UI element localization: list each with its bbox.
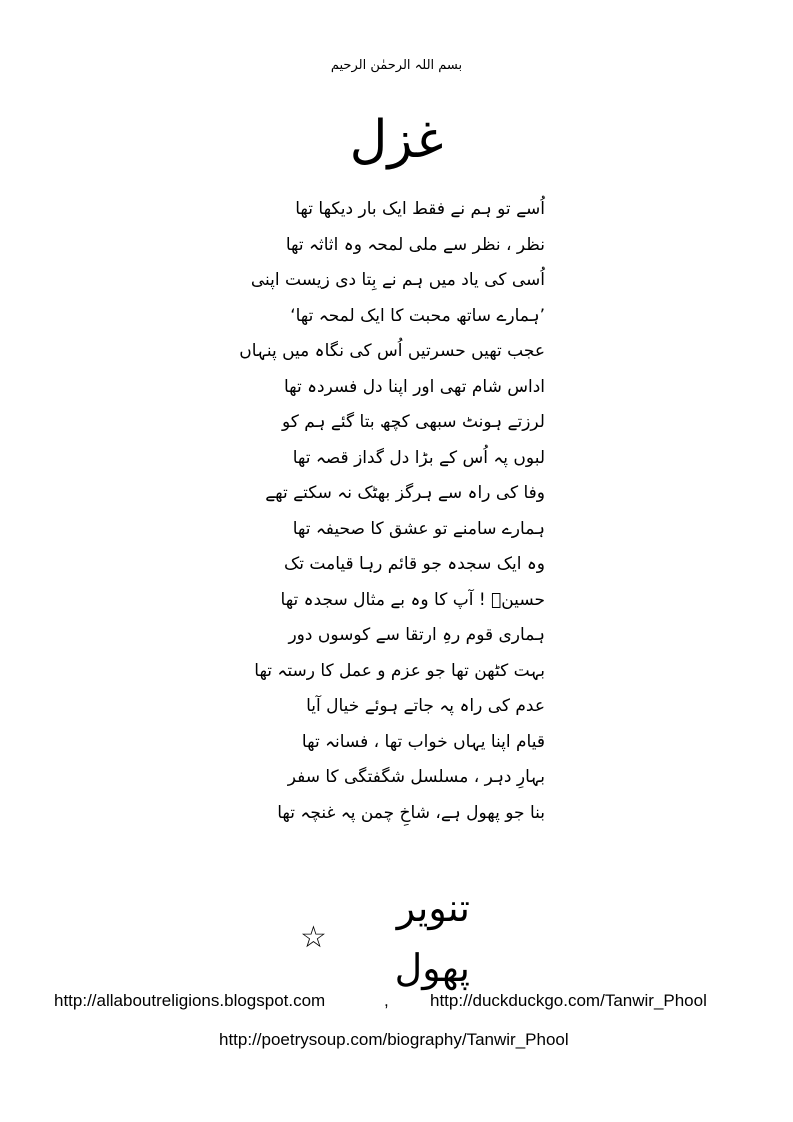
poem-line: اُسی کی یاد میں ہم نے بِتا دی زیست اپنی [250,270,545,290]
blog-link[interactable]: http://allaboutreligions.blogspot.com [54,991,326,1010]
poem-line: بہارِ دہر ، مسلسل شگفتگی کا سفر [287,767,545,787]
signature-name: تنویر پھول [394,886,470,990]
link-separator: , [384,991,389,1010]
poem-line: اداس شام تھی اور اپنا دل فسردہ تھا [283,376,545,397]
duckduckgo-link[interactable]: http://duckduckgo.com/Tanwir_Phool [430,991,707,1010]
poem-line: وفا کی راہ سے ہرگز بھٹک نہ سکتے تھے [265,483,545,503]
poem-line: نظر ، نظر سے ملی لمحہ وہ اثاثہ تھا [285,234,545,255]
star-icon: ☆ [300,920,327,955]
bismillah-heading: بسم اللہ الرحمٰن الرحیم [330,58,463,73]
poem-line: ہمارے سامنے تو عشق کا صحیفہ تھا [292,518,545,539]
poem-line: بہت کٹھن تھا جو عزم و عمل کا رستہ تھا [254,660,545,681]
poem-line: بنا جو پھول ہے، شاخِ چمن پہ غنچہ تھا [277,802,545,823]
poem-line: وہ ایک سجدہ جو قائم رہا قیامت تک [284,554,545,574]
page-title: غزل [349,110,444,170]
poetrysoup-link[interactable]: http://poetrysoup.com/biography/Tanwir_Phool [219,1030,569,1049]
poem-line: لرزتے ہونٹ سبھی کچھ بتا گئے ہم کو [281,412,545,432]
poem-line: ’ہمارے ساتھ محبت کا ایک لمحہ تھا‘ [290,305,545,326]
author-signature [300,886,470,990]
poem-line: اُسے تو ہم نے فقط ایک بار دیکھا تھا [295,199,545,219]
poem-line: حسینؓ ! آپ کا وہ بے مثال سجدہ تھا [280,589,545,610]
poem-body [239,192,545,831]
poem-line: عجب تھیں حسرتیں اُس کی نگاہ میں پنہاں [239,341,545,361]
poem-line: عدم کی راہ پہ جاتے ہوئے خیال آیا [306,696,545,716]
poem-line: لبوں پہ اُس کے بڑا دل گداز قصہ تھا [292,447,545,468]
poem-line: قیام اپنا یہاں خواب تھا ، فسانہ تھا [301,731,545,752]
poem-line: ہماری قوم رہِ ارتقا سے کوسوں دور [288,625,545,645]
